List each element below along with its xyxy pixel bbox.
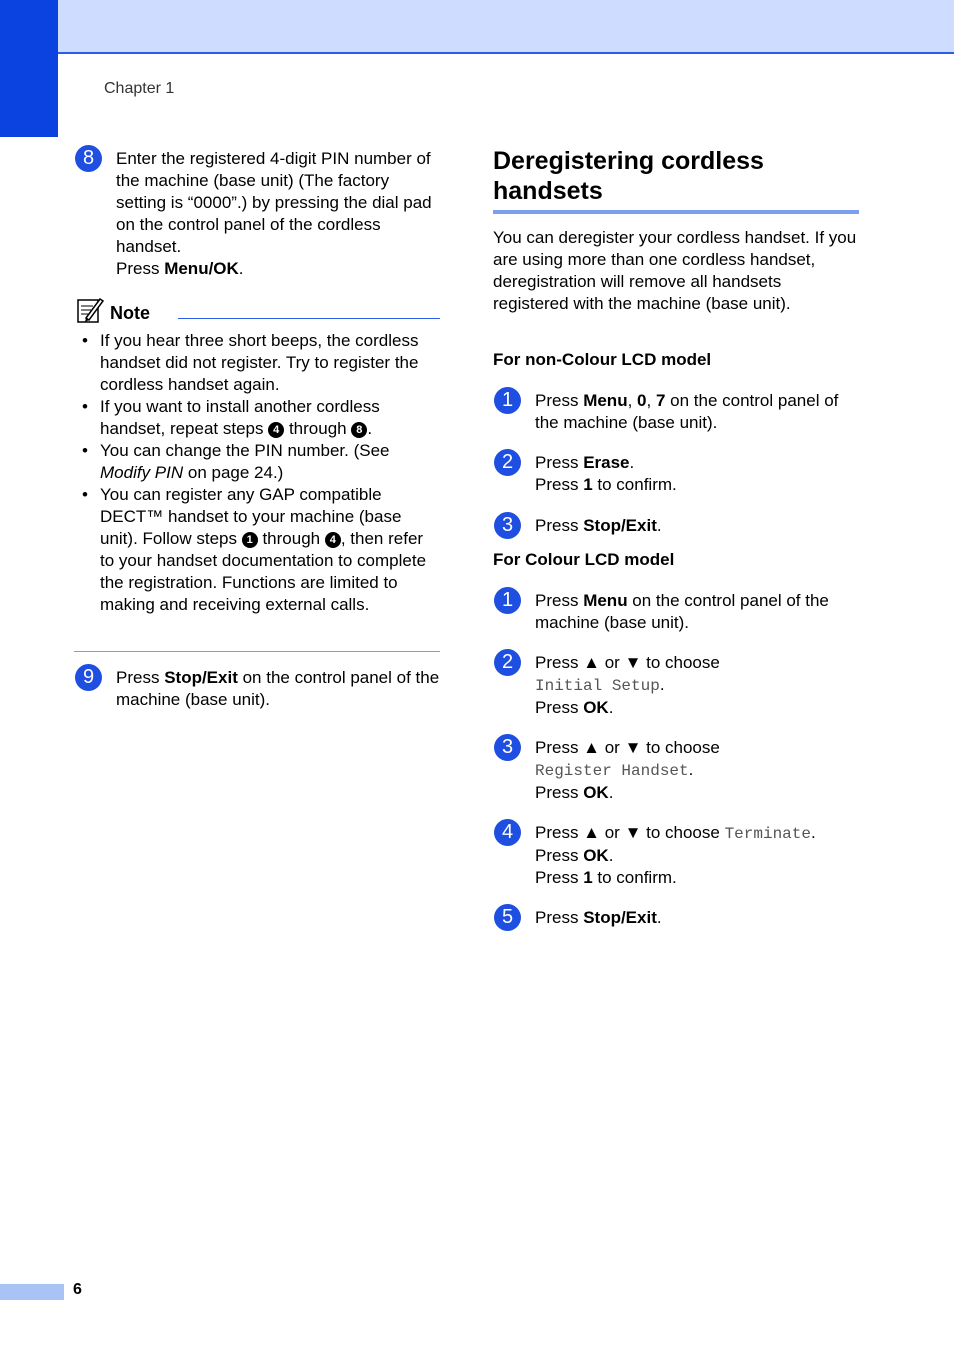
chapter-tab <box>0 0 58 137</box>
header-bar <box>58 0 954 54</box>
section-rule <box>493 210 859 214</box>
note-divider <box>178 318 440 319</box>
note-item: • If you want to install another cordless handset, repeat steps 4 through 8 . <box>82 396 440 440</box>
step-text: Enter the registered 4-digit PIN number of the machine (base unit) (The factory setting is “0000”.) by pressing the dial pad on the control panel of the cordless handset. Press Menu/OK. <box>116 149 432 278</box>
subheading-colour: For Colour LCD model <box>493 550 675 569</box>
step-text: Press Menu, 0, 7 on the control panel of the machine (base unit). <box>535 391 839 432</box>
subheading-non-colour: For non-Colour LCD model <box>493 350 712 369</box>
step-ref-badge: 4 <box>325 532 341 548</box>
note-list <box>82 330 440 616</box>
step-number-badge: 3 <box>494 734 521 761</box>
intro-paragraph: You can deregister your cordless handset. If you are using more than one cordless handset, deregistration will remove all handsets registered with the machine (base unit). <box>493 228 857 313</box>
note-header <box>76 296 440 326</box>
step-number-badge: 4 <box>494 819 521 846</box>
step-text: Press Stop/Exit. <box>535 516 662 535</box>
step-number-badge: 1 <box>494 387 521 414</box>
step-text: Press Stop/Exit on the control panel of the machine (base unit). <box>116 668 440 709</box>
step-ref-badge: 1 <box>242 532 258 548</box>
chapter-label: Chapter 1 <box>104 80 175 97</box>
note-pencil-icon <box>76 296 104 324</box>
step-text: Press ▲ or ▼ to choose Terminate. Press OK. Press 1 to confirm. <box>535 823 816 887</box>
note-item: • You can register any GAP compatible DECT™ handset to your machine (base unit). Follow steps 1 through 4 , then refer to your handset documentation to complete the registration. Functions are limited to making and receiving external calls. <box>82 484 440 616</box>
step-number-badge: 8 <box>75 145 102 172</box>
step-ref-badge: 8 <box>351 422 367 438</box>
step-text: Press ▲ or ▼ to choose Initial Setup. Press OK. <box>535 653 720 717</box>
note-title: Note <box>110 303 150 323</box>
section-title: Deregistering cordless handsets <box>493 147 764 205</box>
lcd-text: Initial Setup <box>535 677 660 695</box>
step-number-badge: 1 <box>494 587 521 614</box>
step-text: Press Menu on the control panel of the machine (base unit). <box>535 591 829 632</box>
lcd-text: Register Handset <box>535 762 689 780</box>
step-ref-badge: 4 <box>268 422 284 438</box>
step-text: Press Stop/Exit. <box>535 908 662 927</box>
note-bottom-rule <box>74 651 440 652</box>
note-item: • You can change the PIN number. (See Modify PIN on page 24.) <box>82 440 440 484</box>
lcd-text: Terminate <box>724 825 811 843</box>
step-text: Press Erase. Press 1 to confirm. <box>535 453 677 494</box>
step-number-badge: 3 <box>494 512 521 539</box>
step-number-badge: 2 <box>494 449 521 476</box>
step-text: Press ▲ or ▼ to choose Register Handset. Press OK. <box>535 738 720 802</box>
page-number: 6 <box>73 1281 82 1298</box>
cross-reference-link[interactable]: Modify PIN <box>100 463 184 482</box>
note-item: • If you hear three short beeps, the cordless handset did not register. Try to register the cordless handset again. <box>82 330 440 396</box>
footer-bar <box>0 1284 64 1300</box>
step-number-badge: 5 <box>494 904 521 931</box>
step-number-badge: 9 <box>75 664 102 691</box>
step-number-badge: 2 <box>494 649 521 676</box>
